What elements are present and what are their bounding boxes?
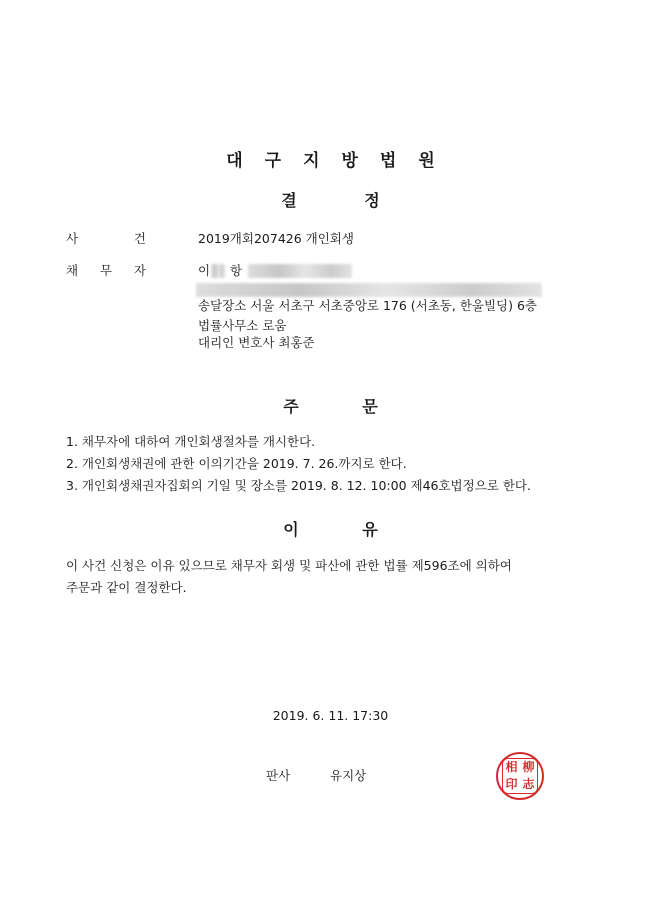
redacted-address [196,283,542,297]
redacted-name-part-2 [248,264,352,278]
seal-char-2: 柳 [522,760,535,774]
debtor-label-char-3: 자 [133,263,146,278]
court-name: 대구지방법원 [226,151,457,171]
order-item-2: 2. 개인회생채권에 관한 이의기간을 2019. 7. 26.까지로 한다. [66,456,407,471]
case-number: 2019개회207426 개인회생 [198,231,354,246]
seal-inner [502,758,538,794]
reason-heading-char-1: 이 [283,520,299,539]
reason-text-line-1: 이 사건 신청은 이유 있으므로 채무자 회생 및 파산에 관한 법률 제596조에 의하여 [66,558,512,573]
reason-text-line-2: 주문과 같이 결정한다. [66,580,187,595]
service-address: 송달장소 서울 서초구 서초중앙로 176 (서초동, 한울빌딩) 6층 [198,298,538,313]
seal-char-3: 印 [505,777,518,791]
debtor-label-char-2: 무 [99,263,113,278]
order-heading [0,394,661,417]
order-item-3: 3. 개인회생채권자집회의 기일 및 장소를 2019. 8. 12. 10:00 제46호법정으로 한다. [66,478,531,493]
law-firm: 법률사무소 로움 [198,318,287,333]
doc-type-char-1: 결 [281,191,297,210]
reason-heading [0,517,661,540]
case-label-char-2: 건 [133,231,146,246]
reason-heading-char-2: 유 [362,520,378,539]
debtor-name-second: 항 [230,263,243,278]
judge-seal-icon [496,752,544,800]
order-heading-char-1: 주 [283,397,299,416]
debtor-name-initial: 이 [198,263,211,278]
doc-type-char-2: 정 [364,191,380,210]
seal-char-4: 志 [522,777,535,791]
order-heading-char-2: 문 [362,397,378,416]
attorney-agent: 대리인 변호사 최홍준 [198,335,315,350]
debtor-label-char-1: 채 [66,263,79,278]
debtor-label [66,261,146,281]
order-item-1: 1. 채무자에 대하여 개인회생절차를 개시한다. [66,434,316,449]
judge-title: 판사 [266,768,291,783]
document-type-title [0,188,661,211]
decision-date: 2019. 6. 11. 17:30 [272,708,389,723]
case-label-char-1: 사 [66,231,79,246]
redacted-name-part-1 [211,264,225,278]
seal-char-1: 相 [505,760,518,774]
judge-name: 유지상 [330,768,367,783]
case-label [66,229,146,249]
